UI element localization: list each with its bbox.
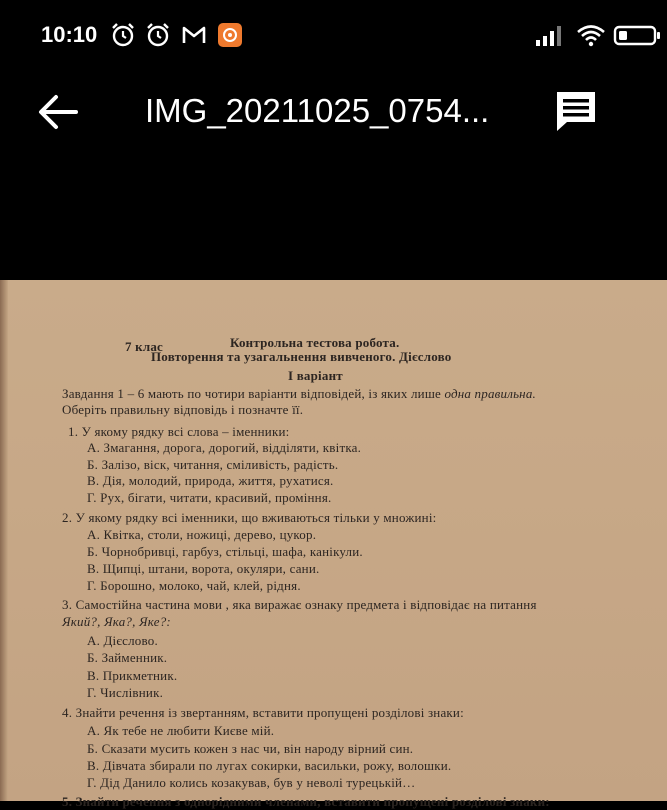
question-3: 3. Самостійна частина мови , яка виражає ознаку предмета і відповідає на питання bbox=[62, 597, 537, 612]
document-page bbox=[0, 280, 667, 809]
status-time: 10:10 bbox=[41, 22, 98, 47]
question-3-option-d: Г. Числівник. bbox=[87, 685, 164, 700]
question-4: 4. Знайти речення із звертанням, вставити пропущені розділові знаки: bbox=[62, 705, 464, 720]
question-3-option-b: Б. Займенник. bbox=[87, 650, 168, 665]
variant-label: І варіант bbox=[288, 368, 343, 383]
question-2-option-a: А. Квітка, столи, ножиці, дерево, цукор. bbox=[87, 527, 317, 542]
document-photo[interactable] bbox=[0, 280, 667, 809]
instruction-line-2: Оберіть правильну відповідь і позначте її. bbox=[62, 402, 304, 417]
file-title: IMG_20211025_0754... bbox=[145, 92, 490, 129]
instruction-line-1: Завдання 1 – 6 мають по чотири варіанти відповідей, із яких лише одна правильна. bbox=[62, 386, 536, 401]
question-4-option-b: Б. Сказати мусить кожен з нас чи, він народу вірний син. bbox=[87, 741, 414, 756]
app-notification-icon bbox=[217, 22, 243, 48]
question-1-option-c: В. Дія, молодий, природа, життя, рухатися. bbox=[87, 473, 334, 488]
question-1-option-d: Г. Рух, бігати, читати, красивий, проміння. bbox=[87, 490, 332, 505]
question-2: 2. У якому рядку всі іменники, що вживаються тільки у множині: bbox=[62, 510, 437, 525]
header-subtitle: Повторення та узагальнення вивченого. Дієслово bbox=[151, 349, 452, 364]
question-3-option-a: А. Дієслово. bbox=[87, 633, 158, 648]
alarm-icon bbox=[145, 22, 171, 48]
header-title: Контрольна тестова робота. bbox=[230, 335, 400, 350]
question-4-option-a: А. Як тебе не любити Києве мій. bbox=[87, 723, 275, 738]
question-1: 1. У якому рядку всі слова – іменники: bbox=[68, 424, 290, 439]
question-2-option-d: Г. Борошно, молоко, чай, клей, рідня. bbox=[87, 578, 301, 593]
question-4-option-d: Г. Дід Данило колись козакував, був у неволі турецькій… bbox=[87, 775, 416, 790]
signal-icon bbox=[535, 22, 563, 48]
question-1-option-a: А. Змагання, дорога, дорогий, відділяти, квітка. bbox=[87, 440, 362, 455]
question-2-option-b: Б. Чорнобривці, гарбуз, стільці, шафа, канікули. bbox=[87, 544, 363, 559]
question-4-option-c: В. Дівчата збирали по лугах сокирки, васильки, рожу, волошки. bbox=[87, 758, 452, 773]
question-5-cut: 5. Знайти речення з однорідними членами, вставити пропущені розділові знаки: bbox=[62, 794, 550, 809]
comment-icon[interactable] bbox=[553, 88, 599, 134]
question-3-option-c: В. Прикметник. bbox=[87, 668, 178, 683]
alarm-icon bbox=[110, 22, 136, 48]
question-3-cont: Який?, Яка?, Яке?: bbox=[62, 614, 171, 629]
back-arrow-icon[interactable] bbox=[36, 92, 80, 132]
header-grade: 7 клас bbox=[125, 339, 164, 354]
question-1-option-b: Б. Залізо, віск, читання, сміливість, радість. bbox=[87, 457, 339, 472]
battery-icon bbox=[613, 22, 663, 48]
gmail-icon bbox=[181, 22, 207, 48]
question-2-option-c: В. Щипці, штани, ворота, окуляри, сани. bbox=[87, 561, 320, 576]
status-bar bbox=[0, 0, 667, 70]
wifi-icon bbox=[576, 22, 606, 48]
